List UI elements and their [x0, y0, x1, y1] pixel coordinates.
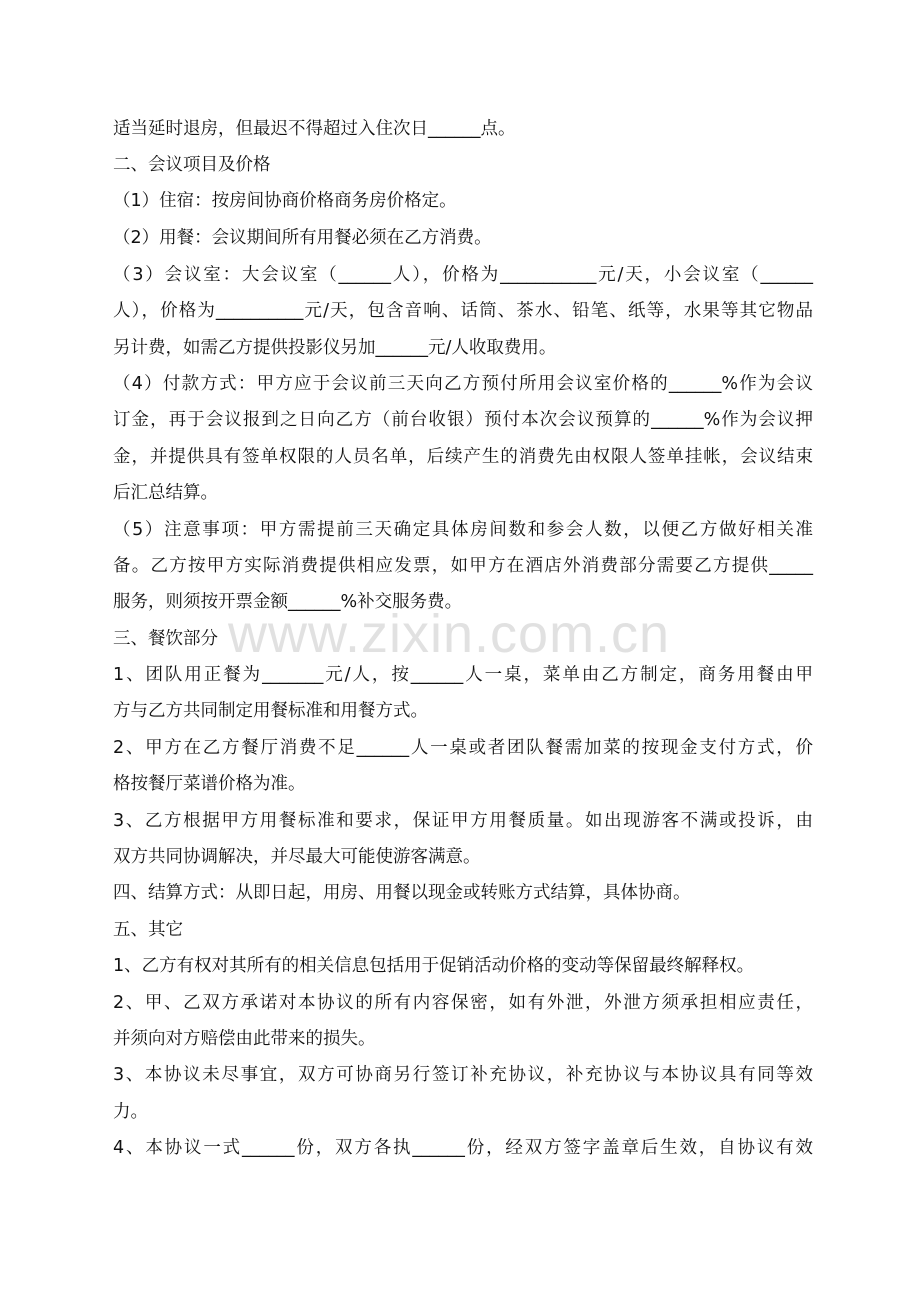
section-heading: 五、其它: [113, 920, 183, 940]
paragraph-line: （2）用餐：会议期间所有用餐必须在乙方消费。: [113, 228, 492, 248]
paragraph-line: 方与乙方共同制定用餐标准和用餐方式。: [113, 701, 428, 721]
paragraph-line: 服务，则须按开票金额______%补交服务费。: [113, 592, 463, 612]
paragraph-line: 2、甲方在乙方餐厅消费不足______人一桌或者团队餐需加菜的按现金支付方式，价: [113, 738, 813, 758]
paragraph-line: 双方共同协调解决，并尽最大可能使游客满意。: [113, 847, 481, 867]
paragraph-line: 另计费，如需乙方提供投影仪另加______元/人收取费用。: [113, 338, 557, 358]
watermark: www.zixin.com.cn: [228, 604, 671, 664]
paragraph-line: 3、本协议未尽事宜，双方可协商另行签订补充协议，补充协议与本协议具有同等效: [113, 1065, 813, 1085]
paragraph-line: （5）注意事项：甲方需提前三天确定具体房间数和参会人数，以便乙方做好相关准: [113, 520, 813, 540]
paragraph-line: 力。: [113, 1102, 148, 1122]
paragraph-line: 4、本协议一式______份，双方各执______份，经双方签字盖章后生效，自协议有效: [113, 1138, 813, 1158]
paragraph-line: 金，并提供具有签单权限的人员名单，后续产生的消费先由权限人签单挂帐，会议结束: [113, 447, 813, 467]
paragraph-line: 2、甲、乙双方承诺对本协议的所有内容保密，如有外泄，外泄方须承担相应责任，: [113, 993, 813, 1013]
section-heading: 二、会议项目及价格: [113, 155, 271, 175]
paragraph-line: 并须向对方赔偿由此带来的损失。: [113, 1029, 376, 1049]
paragraph-line: 人），价格为__________元/天，包含音响、话筒、茶水、铅笔、纸等，水果等其它物品: [113, 301, 813, 321]
section-heading: 四、结算方式：从即日起，用房、用餐以现金或转账方式结算，具体协商。: [113, 883, 691, 903]
paragraph-line: 备。乙方按甲方实际消费提供相应发票，如甲方在酒店外消费部分需要乙方提供_____: [113, 556, 813, 576]
paragraph-line: 3、乙方根据甲方用餐标准和要求，保证甲方用餐质量。如出现游客不满或投诉，由: [113, 811, 813, 831]
paragraph-line: （1）住宿：按房间协商价格商务房价格定。: [113, 191, 457, 211]
paragraph-line: 1、团队用正餐为_______元/人，按______人一桌，菜单由乙方制定，商务用餐由甲: [113, 665, 813, 685]
paragraph-line: （3）会议室：大会议室（______人），价格为___________元/天，小会议室（______: [113, 265, 813, 285]
paragraph-line: 1、乙方有权对其所有的相关信息包括用于促销活动价格的变动等保留最终解释权。: [113, 956, 755, 976]
paragraph-line: 订金，再于会议报到之日向乙方（前台收银）预付本次会议预算的______%作为会议押: [113, 410, 813, 430]
paragraph-line: 适当延时退房，但最迟不得超过入住次日______点。: [113, 119, 516, 139]
paragraph-line: 后汇总结算。: [113, 483, 218, 503]
paragraph-line: （4）付款方式：甲方应于会议前三天向乙方预付所用会议室价格的______%作为会议: [113, 374, 813, 394]
section-heading: 三、餐饮部分: [113, 629, 218, 649]
paragraph-line: 格按餐厅菜谱价格为准。: [113, 774, 306, 794]
